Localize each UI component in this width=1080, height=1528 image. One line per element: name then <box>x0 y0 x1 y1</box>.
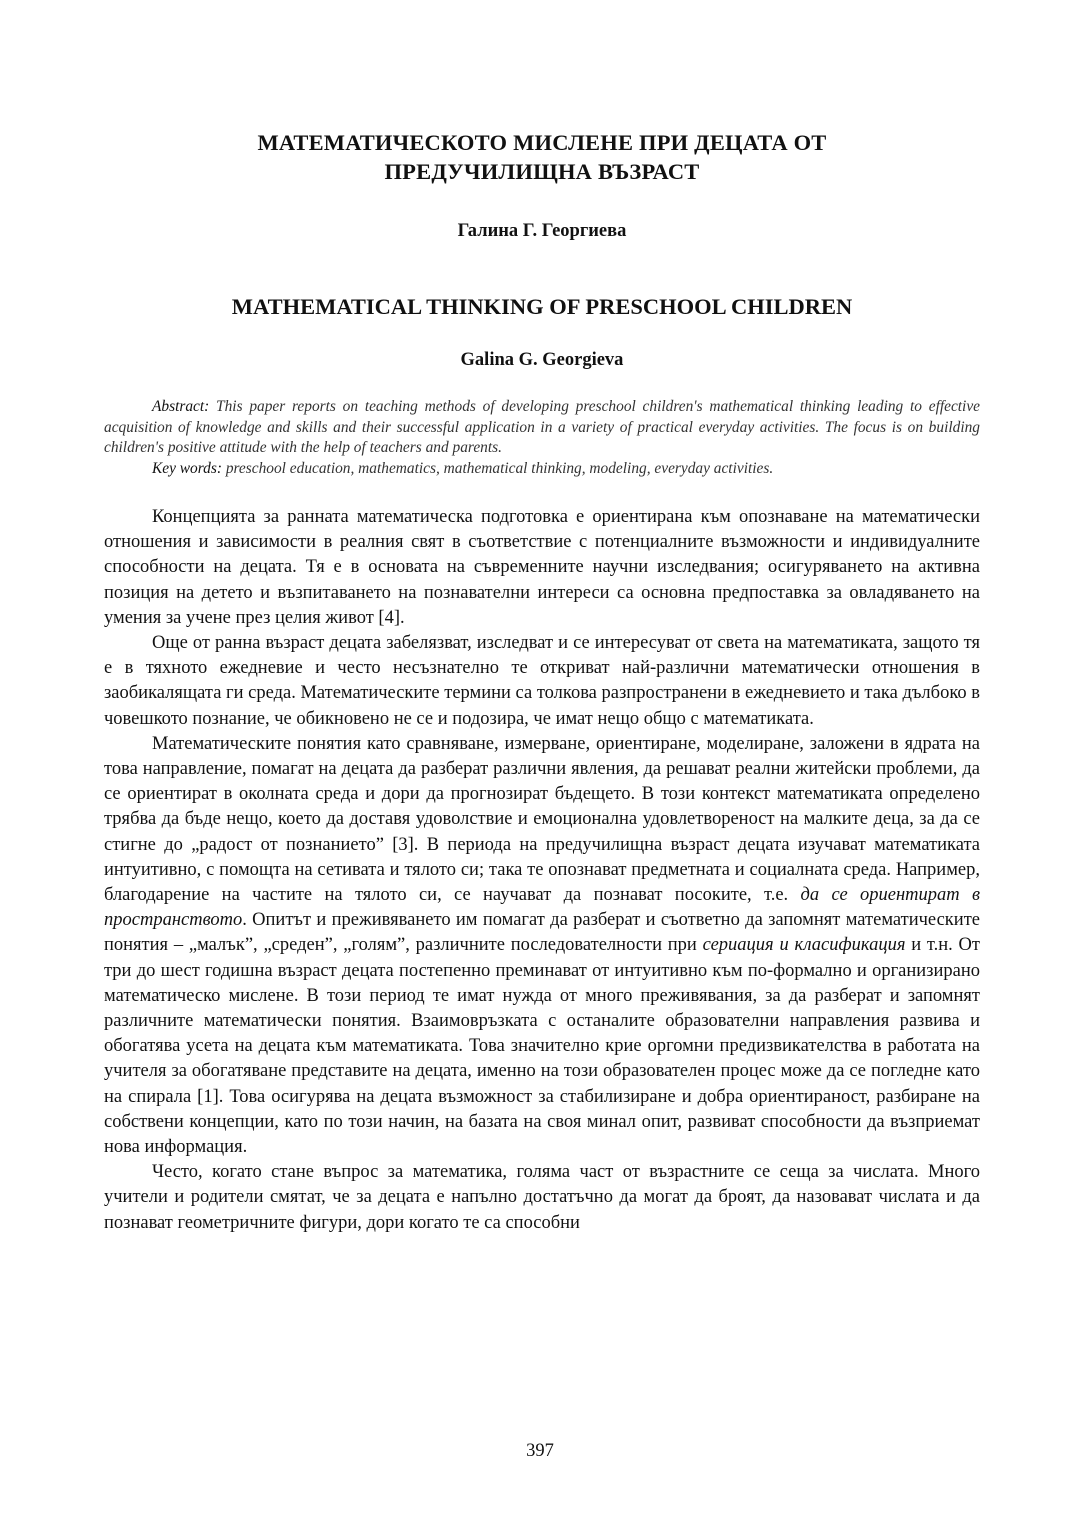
body-text <box>104 505 980 1236</box>
abstract-text: This paper reports on teaching methods of developing preschool children's mathematical thinking leading to effective acquisition of knowledge and skills and their successful application in a variety of practical everyday activities. The focus is on building children's positive attitude with the help of teachers and parents. <box>104 398 980 456</box>
keywords-paragraph <box>104 459 980 480</box>
abstract-label: Abstract: <box>152 398 210 415</box>
title-line-2: ПРЕДУЧИЛИЩНА ВЪЗРАСТ <box>384 159 700 184</box>
body-paragraph-1: Концепцията за ранната математическа подготовка е ориентирана към опознаване на математически отношения и зависимости в реалния свят в съответствие с потенциалните възможности и индивидуалните способности на децата. Тя е в основата на съвременните научни изследвания; осигуряването на активна позиция на детето и възпитаването на познавателни интереси са основна предпоставка за овладяването на умения за учене през целия живот [4]. <box>104 507 980 628</box>
author-name-english: Galina G. Georgieva <box>460 350 624 370</box>
title-line-1: МАТЕМАТИЧЕСКОТО МИСЛЕНЕ ПРИ ДЕЦАТА ОТ <box>257 130 827 155</box>
paper-title-bulgarian <box>104 128 980 186</box>
p3-text-1: Математическите понятия като сравняване, измерване, ориентиране, моделиране, заложени в ядрата на това направление, помагат на децата да разберат различни явления, да решават реални житейски проблеми, да се ориентират в околната среда и дори да прогнозират бъдещето. В този контекст математиката определено трябва да бъде нещо, което да доставя удоволствие и емоционална удовлетвореност на малките деца, за да се стигне до „радост от познанието” [3]. В периода на предучилищна възраст децата изучават математиката интуитивно, с помощта на сетивата и тялото си; така те опознават предметната и социалната среда. Например, благодарение на частите на тялото си, се научават да познават посоките, т.е. <box>104 733 980 906</box>
page-number: 397 <box>526 1441 554 1461</box>
p3-text-3: и т.н. От три до шест годишна възраст децата постепенно преминават от интуитивно към по-формално и организирано математическо мислене. В този период те имат нужда от много преживявания, за да разберат и запомнят различните математически понятия. Взаимовръзката с останалите образователни направления развива и обогатява усета на децата към математиката. Това значително крие оргомни предизвикателства в работата на учителя за обогатяване представите на децата, именно на този образователен процес може да се погледне като на спирала [1]. Това осигурява на децата възможност за стабилизиране и добра ориентираност, разбиране на собствени концепции, като по този начин, на базата на своя минал опит, развиват способности да възприемат нова информация. <box>104 935 980 1158</box>
keywords-text: preschool education, mathematics, mathematical thinking, modeling, everyday activities. <box>221 459 774 477</box>
abstract-block <box>104 397 980 479</box>
p3-text-2: . Опитът и преживяването им помагат да разберат и съответно да запомнят математическите понятия – „малък”, „среден”, „голям”, различните последователности при <box>104 910 980 956</box>
p3-italic-2: сериация и класификация <box>702 935 906 956</box>
p3-italic-1: да се ориентират в пространството <box>104 885 980 931</box>
abstract-paragraph <box>104 397 980 459</box>
body-paragraph-2: Още от ранна възраст децата забелязват, изследват и се интересуват от света на математиката, защото тя е в тяхното ежедневие и често несъзнателно те откриват най-различни математически отношения в заобикалящата ги среда. Математическите термини са толкова разпространени в ежедневието и така дълбоко в човешкото познание, че обикновено не се и подозира, че имат нещо общо с математиката. <box>104 633 980 729</box>
body-paragraph-3 <box>104 732 980 1160</box>
keywords-label: Key words: <box>152 459 222 477</box>
author-name-bulgarian: Галина Г. Георгиева <box>457 221 627 241</box>
paper-title-english: MATHEMATICAL THINKING OF PRESCHOOL CHILDREN <box>231 294 853 319</box>
body-paragraph-4: Често, когато стане въпрос за математика, голяма част от възрастните се сеща за числата. Много учители и родители смятат, че за децата е напълно достатъчно да могат да броят, да назовават числата и да познават геометричните фигури, дори когато те са способни <box>104 1162 980 1233</box>
